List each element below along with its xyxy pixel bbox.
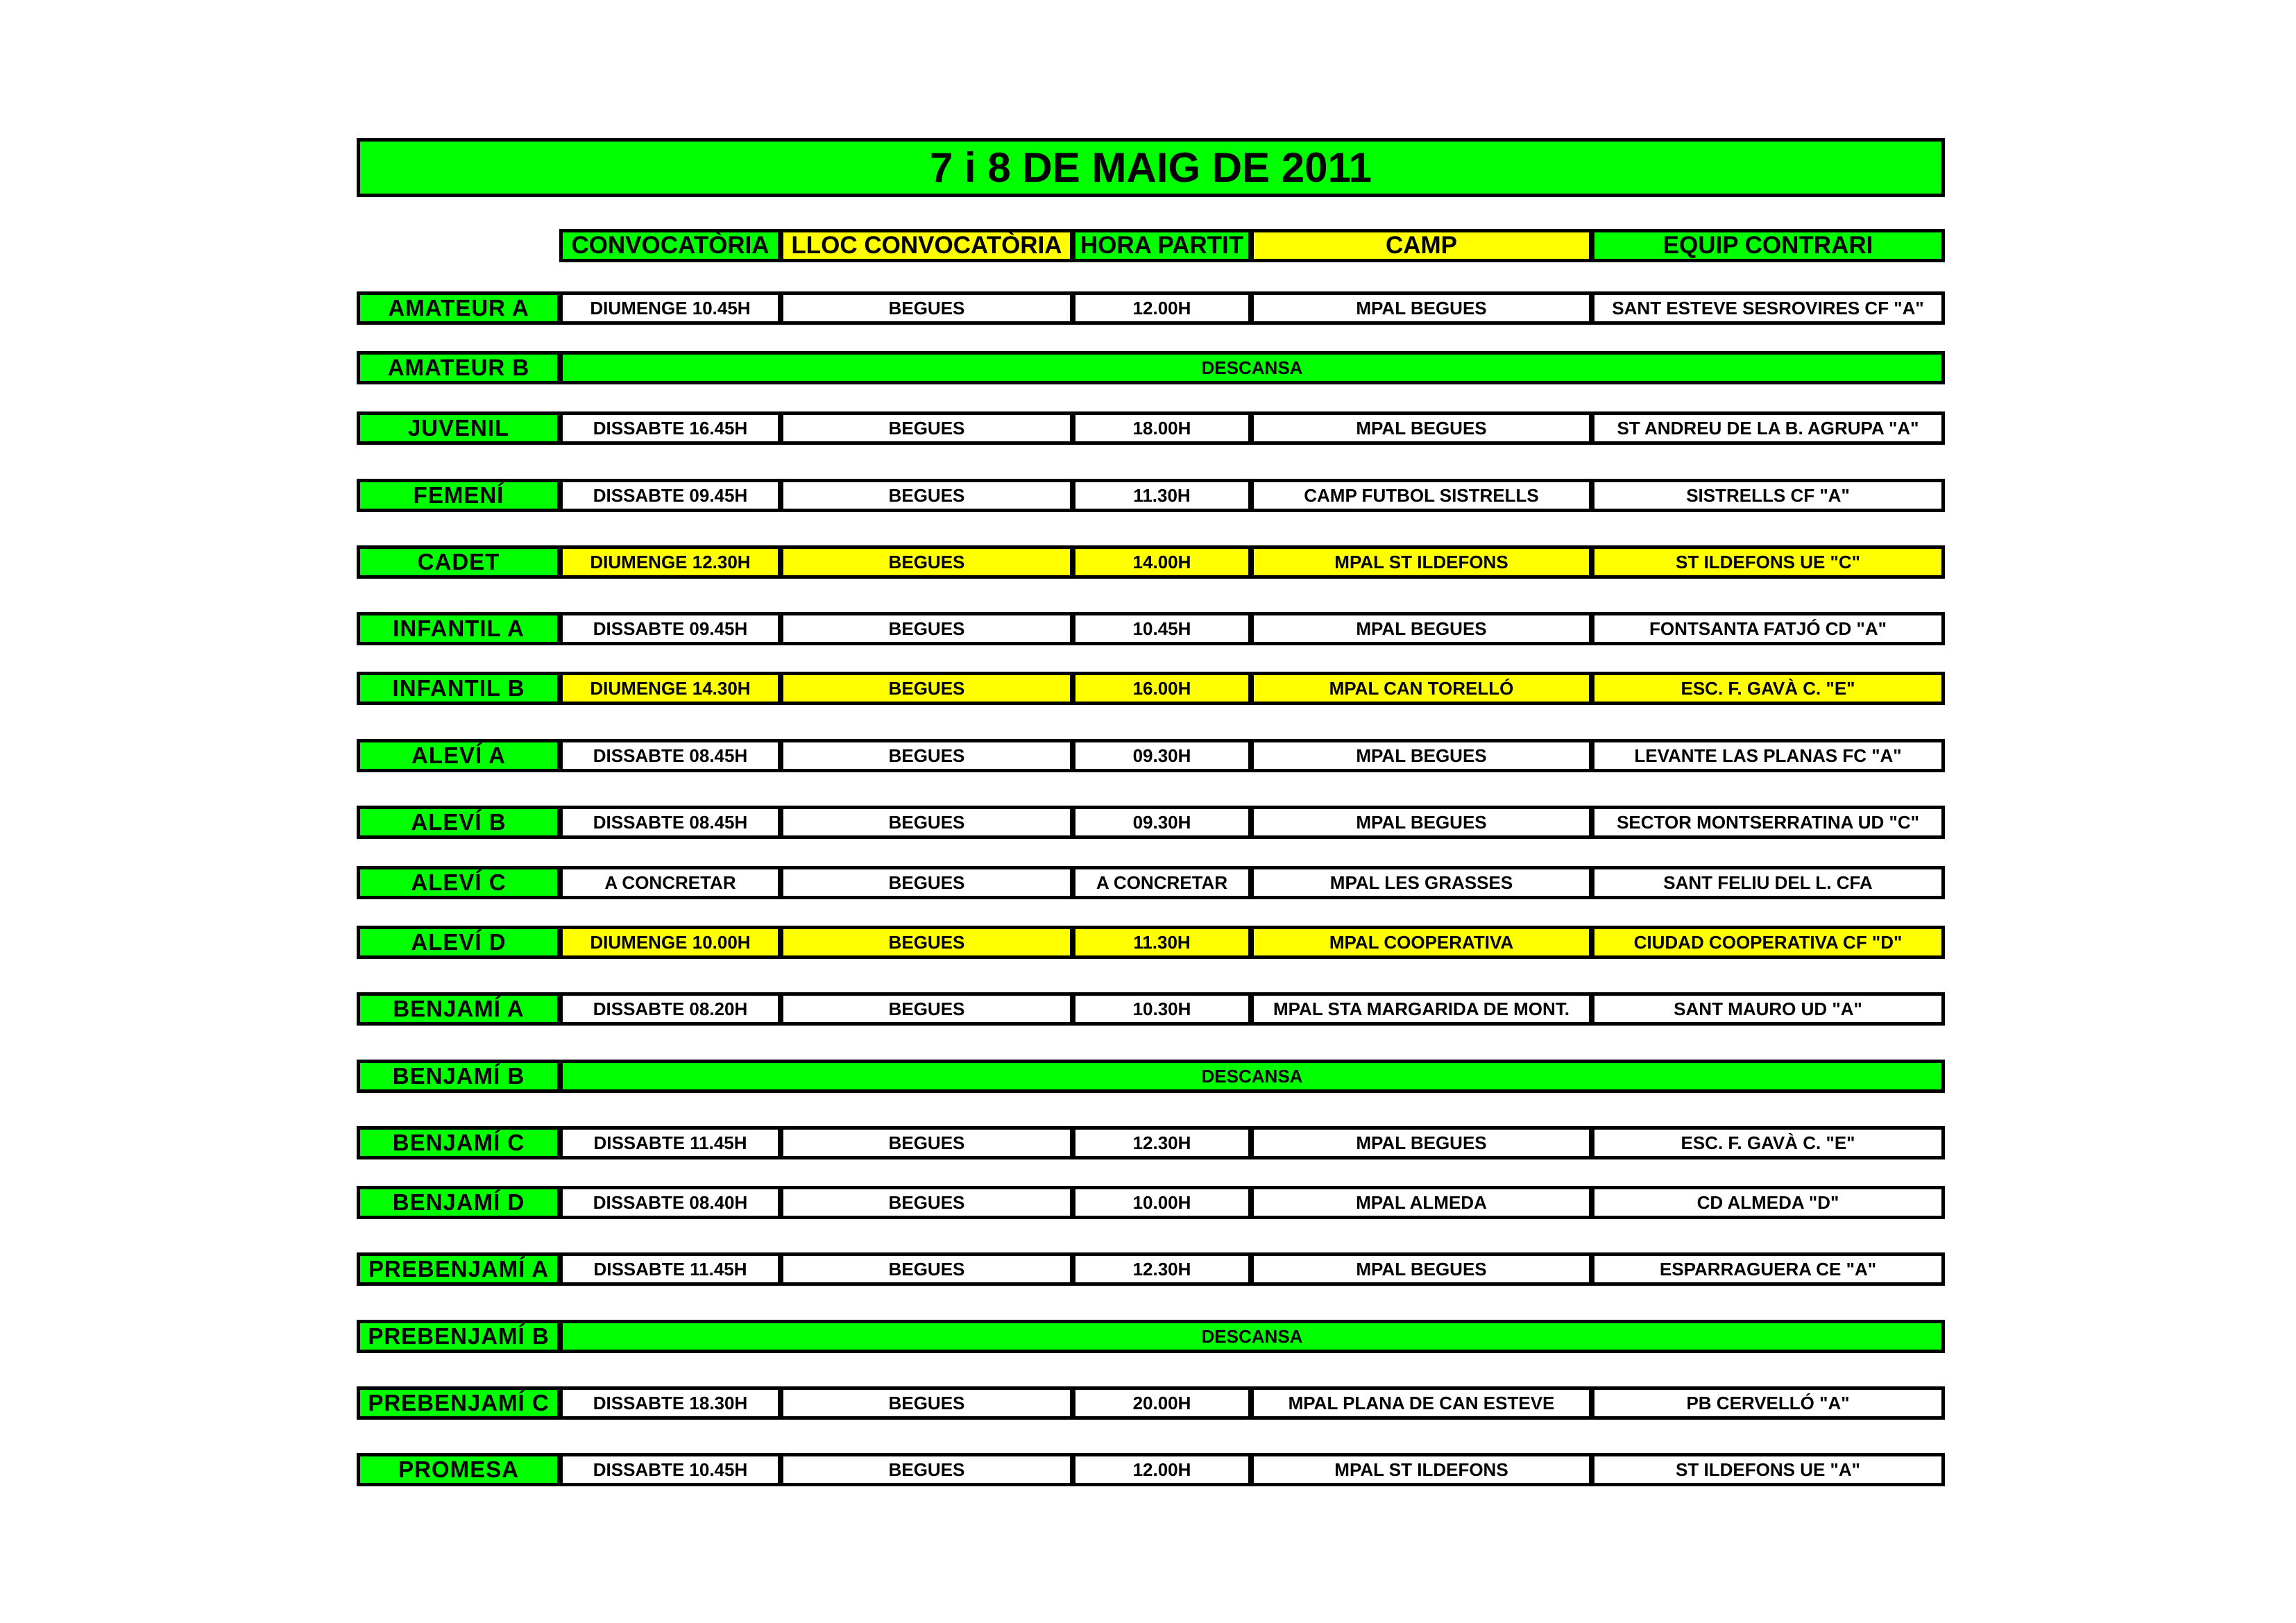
team-category: ALEVÍ B xyxy=(357,806,561,839)
cell-convocatoria: DISSABTE 08.45H xyxy=(559,739,781,772)
cell-convocatoria: DISSABTE 09.45H xyxy=(559,612,781,645)
team-category: BENJAMÍ A xyxy=(357,992,561,1026)
cell-convocatoria: A CONCRETAR xyxy=(559,866,781,899)
cell-hora: 10.30H xyxy=(1072,992,1252,1026)
cell-lloc: BEGUES xyxy=(780,1252,1073,1286)
team-category: BENJAMÍ D xyxy=(357,1186,561,1219)
cell-camp: CAMP FUTBOL SISTRELLS xyxy=(1250,479,1592,512)
cell-convocatoria: DIUMENGE 14.30H xyxy=(559,672,781,705)
team-category: AMATEUR A xyxy=(357,291,561,325)
header-hora-partit: HORA PARTIT xyxy=(1072,229,1252,262)
team-category: AMATEUR B xyxy=(357,351,561,384)
cell-hora: 09.30H xyxy=(1072,806,1252,839)
cell-equip-contrari: ST ANDREU DE LA B. AGRUPA "A" xyxy=(1591,411,1945,445)
cell-lloc: BEGUES xyxy=(780,291,1073,325)
cell-hora: 18.00H xyxy=(1072,411,1252,445)
team-category: INFANTIL A xyxy=(357,612,561,645)
cell-camp: MPAL PLANA DE CAN ESTEVE xyxy=(1250,1386,1592,1420)
cell-lloc: BEGUES xyxy=(780,479,1073,512)
cell-convocatoria: DIUMENGE 10.45H xyxy=(559,291,781,325)
cell-hora: 12.00H xyxy=(1072,291,1252,325)
team-category: JUVENIL xyxy=(357,411,561,445)
team-category: INFANTIL B xyxy=(357,672,561,705)
cell-hora: 09.30H xyxy=(1072,739,1252,772)
cell-equip-contrari: ESPARRAGUERA CE "A" xyxy=(1591,1252,1945,1286)
cell-equip-contrari: ESC. F. GAVÀ C. "E" xyxy=(1591,1126,1945,1159)
cell-convocatoria: DISSABTE 10.45H xyxy=(559,1453,781,1486)
rest-cell: DESCANSA xyxy=(559,1060,1945,1093)
cell-camp: MPAL ST ILDEFONS xyxy=(1250,1453,1592,1486)
cell-equip-contrari: ESC. F. GAVÀ C. "E" xyxy=(1591,672,1945,705)
cell-lloc: BEGUES xyxy=(780,411,1073,445)
header-camp: CAMP xyxy=(1250,229,1592,262)
cell-lloc: BEGUES xyxy=(780,545,1073,579)
cell-convocatoria: DISSABTE 18.30H xyxy=(559,1386,781,1420)
team-category: PROMESA xyxy=(357,1453,561,1486)
cell-hora: 16.00H xyxy=(1072,672,1252,705)
cell-convocatoria: DISSABTE 08.45H xyxy=(559,806,781,839)
team-category: PREBENJAMÍ B xyxy=(357,1320,561,1353)
cell-equip-contrari: PB CERVELLÓ "A" xyxy=(1591,1386,1945,1420)
cell-convocatoria: DISSABTE 11.45H xyxy=(559,1126,781,1159)
cell-lloc: BEGUES xyxy=(780,866,1073,899)
cell-hora: 12.00H xyxy=(1072,1453,1252,1486)
cell-equip-contrari: ST ILDEFONS UE "C" xyxy=(1591,545,1945,579)
team-category: PREBENJAMÍ A xyxy=(357,1252,561,1286)
cell-equip-contrari: CD ALMEDA "D" xyxy=(1591,1186,1945,1219)
page-title: 7 i 8 DE MAIG DE 2011 xyxy=(357,138,1945,197)
cell-lloc: BEGUES xyxy=(780,1386,1073,1420)
cell-convocatoria: DISSABTE 08.40H xyxy=(559,1186,781,1219)
cell-convocatoria: DIUMENGE 10.00H xyxy=(559,926,781,959)
cell-camp: MPAL BEGUES xyxy=(1250,291,1592,325)
team-category: ALEVÍ C xyxy=(357,866,561,899)
cell-hora: 14.00H xyxy=(1072,545,1252,579)
cell-camp: MPAL BEGUES xyxy=(1250,1126,1592,1159)
team-category: FEMENÍ xyxy=(357,479,561,512)
team-category: BENJAMÍ C xyxy=(357,1126,561,1159)
cell-camp: MPAL BEGUES xyxy=(1250,806,1592,839)
cell-hora: 10.45H xyxy=(1072,612,1252,645)
team-category: BENJAMÍ B xyxy=(357,1060,561,1093)
cell-equip-contrari: LEVANTE LAS PLANAS FC "A" xyxy=(1591,739,1945,772)
cell-equip-contrari: CIUDAD COOPERATIVA CF "D" xyxy=(1591,926,1945,959)
cell-hora: 20.00H xyxy=(1072,1386,1252,1420)
cell-lloc: BEGUES xyxy=(780,806,1073,839)
cell-convocatoria: DISSABTE 08.20H xyxy=(559,992,781,1026)
team-category: CADET xyxy=(357,545,561,579)
cell-camp: MPAL LES GRASSES xyxy=(1250,866,1592,899)
cell-equip-contrari: SANT ESTEVE SESROVIRES CF "A" xyxy=(1591,291,1945,325)
cell-lloc: BEGUES xyxy=(780,1186,1073,1219)
cell-camp: MPAL ALMEDA xyxy=(1250,1186,1592,1219)
cell-camp: MPAL BEGUES xyxy=(1250,1252,1592,1286)
cell-hora: 11.30H xyxy=(1072,926,1252,959)
cell-camp: MPAL STA MARGARIDA DE MONT. xyxy=(1250,992,1592,1026)
team-category: ALEVÍ A xyxy=(357,739,561,772)
cell-convocatoria: DISSABTE 11.45H xyxy=(559,1252,781,1286)
cell-equip-contrari: SISTRELLS CF "A" xyxy=(1591,479,1945,512)
cell-hora: 11.30H xyxy=(1072,479,1252,512)
cell-hora: 12.30H xyxy=(1072,1252,1252,1286)
rest-cell: DESCANSA xyxy=(559,351,1945,384)
cell-camp: MPAL COOPERATIVA xyxy=(1250,926,1592,959)
cell-lloc: BEGUES xyxy=(780,672,1073,705)
cell-lloc: BEGUES xyxy=(780,992,1073,1026)
team-category: ALEVÍ D xyxy=(357,926,561,959)
header-equip-contrari: EQUIP CONTRARI xyxy=(1591,229,1945,262)
cell-camp: MPAL ST ILDEFONS xyxy=(1250,545,1592,579)
cell-lloc: BEGUES xyxy=(780,1453,1073,1486)
team-category: PREBENJAMÍ C xyxy=(357,1386,561,1420)
cell-equip-contrari: SANT FELIU DEL L. CFA xyxy=(1591,866,1945,899)
header-convocatoria: CONVOCATÒRIA xyxy=(559,229,781,262)
cell-hora: 12.30H xyxy=(1072,1126,1252,1159)
cell-equip-contrari: FONTSANTA FATJÓ CD "A" xyxy=(1591,612,1945,645)
rest-cell: DESCANSA xyxy=(559,1320,1945,1353)
cell-lloc: BEGUES xyxy=(780,1126,1073,1159)
cell-convocatoria: DISSABTE 16.45H xyxy=(559,411,781,445)
cell-equip-contrari: SANT MAURO UD "A" xyxy=(1591,992,1945,1026)
cell-camp: MPAL BEGUES xyxy=(1250,739,1592,772)
cell-lloc: BEGUES xyxy=(780,739,1073,772)
cell-convocatoria: DIUMENGE 12.30H xyxy=(559,545,781,579)
cell-camp: MPAL BEGUES xyxy=(1250,411,1592,445)
cell-equip-contrari: SECTOR MONTSERRATINA UD "C" xyxy=(1591,806,1945,839)
cell-equip-contrari: ST ILDEFONS UE "A" xyxy=(1591,1453,1945,1486)
cell-hora: A CONCRETAR xyxy=(1072,866,1252,899)
header-lloc-convocatoria: LLOC CONVOCATÒRIA xyxy=(780,229,1073,262)
cell-lloc: BEGUES xyxy=(780,612,1073,645)
cell-lloc: BEGUES xyxy=(780,926,1073,959)
cell-convocatoria: DISSABTE 09.45H xyxy=(559,479,781,512)
cell-camp: MPAL CAN TORELLÓ xyxy=(1250,672,1592,705)
cell-camp: MPAL BEGUES xyxy=(1250,612,1592,645)
cell-hora: 10.00H xyxy=(1072,1186,1252,1219)
